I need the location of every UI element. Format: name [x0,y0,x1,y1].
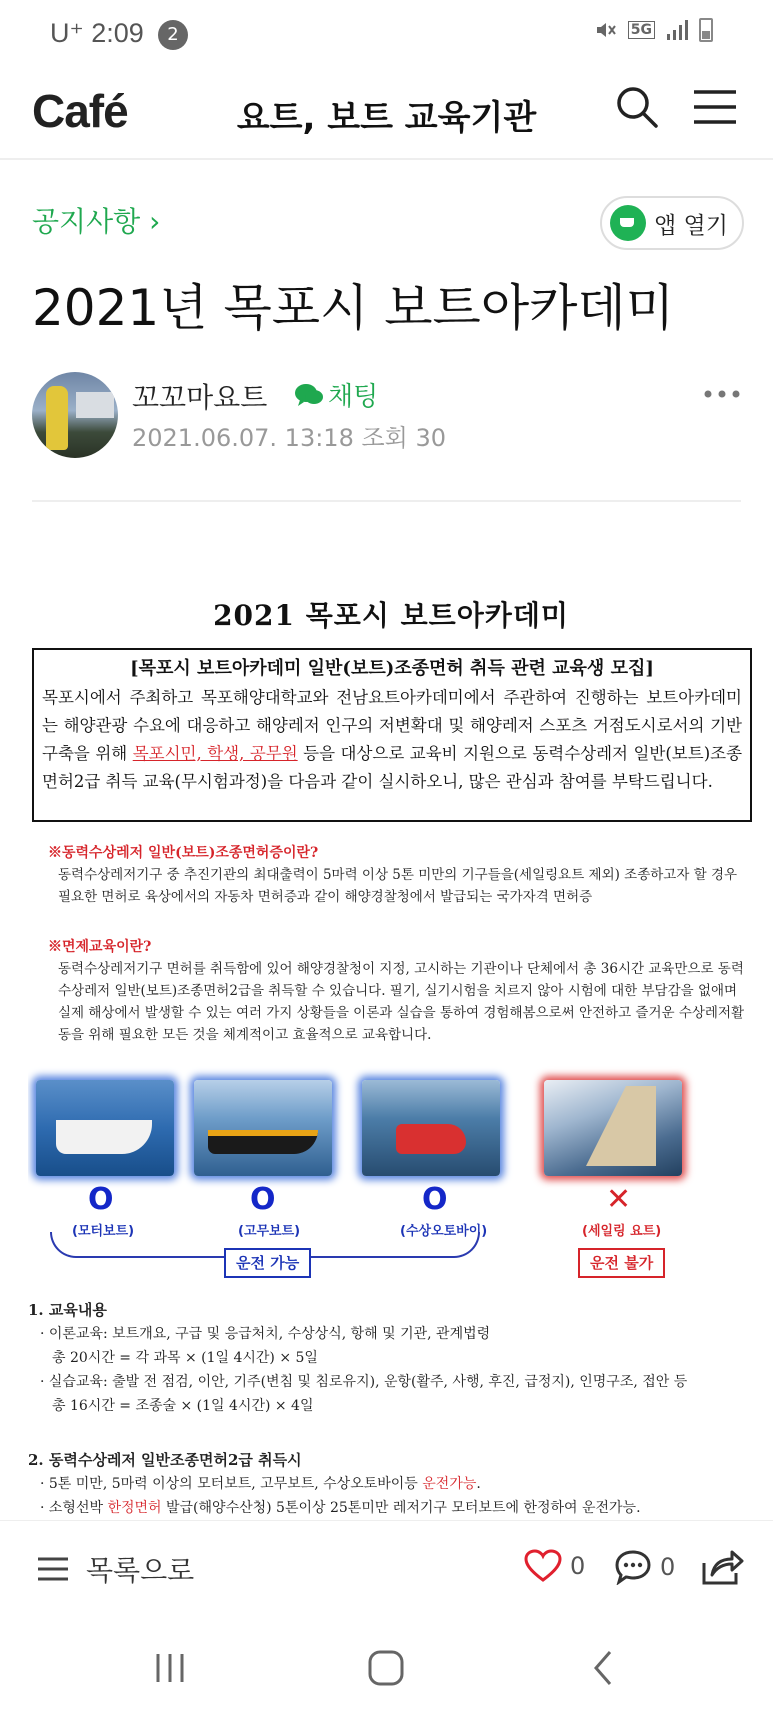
education-item: 총 20시간 = 각 과목 × (1일 4시간) × 5일 [52,1350,318,1366]
not-allowed-tag: 운전 불가 [578,1248,665,1278]
section-license-title: ※동력수상레저 일반(보트)조종면허증이란? [48,845,319,861]
more-options-icon[interactable] [702,386,742,402]
avatar-building [76,392,114,418]
like-count: 0 [570,1552,586,1580]
back-to-list-label: 목록으로 [86,1554,195,1587]
boat-caption: (수상오토바이) [400,1224,488,1239]
author-name[interactable]: 꼬꼬마요트 [132,381,268,414]
back-icon[interactable] [582,1646,626,1690]
chat-button[interactable] [294,376,378,413]
open-app-button[interactable] [600,196,744,250]
post-date: 2021.06.07. 13:18 [132,424,354,452]
comment-button[interactable] [614,1549,675,1585]
back-to-list-button[interactable] [36,1549,194,1589]
recent-apps-icon[interactable] [148,1646,192,1690]
signal-icon [665,18,689,42]
education-item: · 실습교육: 출발 전 점검, 이안, 기주(변침 및 침로유지), 운항(활주, 사행, 후진, 급정지), 인명구조, 접안 등 [40,1374,688,1390]
post-action-bar [0,1520,773,1616]
benefits-heading: 2. 동력수상레저 일반조종면허2급 취득시 [28,1451,302,1469]
heart-icon [524,1549,562,1583]
share-icon[interactable] [700,1547,744,1587]
status-bar [0,0,773,70]
status-carrier-time: U⁺ 2:09 [50,18,144,48]
education-item: 총 16시간 = 조종술 × (1일 4시간) × 4일 [52,1398,314,1414]
doc-title: 2021 목포시 보트아카데미 [213,599,569,632]
search-icon[interactable] [612,82,662,132]
cafe-cup-icon [610,205,646,241]
motorboat-photo [36,1080,174,1176]
notification-count-badge: 2 [158,20,188,50]
allowed-mark: O [250,1182,276,1217]
mute-icon [594,18,618,42]
section-exemption-title: ※면제교육이란? [48,939,152,955]
status-icons [594,18,713,42]
comment-icon [614,1549,652,1585]
doc-section-exemption [48,936,748,1046]
avatar-figure [46,386,68,450]
network-type-label: 5G [628,21,655,39]
divider [32,500,741,502]
post-document-image [28,580,754,1520]
chat-bubble-icon [294,382,324,408]
cafe-logo[interactable]: Café [32,85,128,137]
menu-icon[interactable] [690,82,740,132]
comment-count: 0 [660,1553,676,1581]
boat-caption: (고무보트) [238,1224,301,1239]
allowed-mark: O [88,1182,114,1217]
benefits-item: · 5톤 미만, 5마력 이상의 모터보트, 고무보트, 수상오토바이등 운전가능. [40,1476,481,1492]
doc-section-license-benefits [28,1448,754,1520]
doc-intro-box [32,648,752,822]
post-meta [132,418,446,453]
system-nav-bar [0,1616,773,1718]
post-views: 조회 30 [361,424,447,452]
list-icon [36,1554,70,1584]
home-icon[interactable] [364,1646,408,1690]
doc-box-text: 목포시에서 주최하고 목포해양대학교와 전남요트아카데미에서 주관하여 진행하는 보트아카데미는 해양관광 수요에 대응하고 해양레저 인구의 저변확대 및 해양레저 스포츠 거점도시로서의 기반구축을 위해 목포시민, 학생, 공무원 등을 대상으로 교육비 지원으로 동력수상레저 일반(보트)조종면허2급 취득 교육(무시험과정)을 다음과 같이 실시하오니, 많은 관심과 참여를 부탁드립니다. [42,688,743,791]
boat-caption: (모터보트) [72,1224,135,1239]
education-item: · 이론교육: 보트개요, 구급 및 응급처치, 수상상식, 항해 및 기관, 관계법령 [40,1326,491,1342]
doc-section-education [28,1298,754,1418]
allowed-mark: O [422,1182,448,1217]
rubber-boat-photo [194,1080,332,1176]
doc-box-heading: [목포시 보트아카데미 일반(보트)조종면허 취득 관련 교육생 모집] [130,658,654,679]
jetski-photo [362,1080,500,1176]
board-link[interactable]: 공지사항 › [32,205,161,238]
doc-section-license [48,842,748,908]
like-button[interactable] [524,1549,585,1583]
cafe-title[interactable]: 요트, 보트 교육기관 [236,98,537,138]
chat-label: 채팅 [328,382,379,412]
open-app-label: 앱 열기 [654,212,728,239]
education-heading: 1. 교육내용 [28,1301,107,1319]
allowed-tag: 운전 가능 [224,1248,311,1278]
sailing-yacht-photo [544,1080,682,1176]
benefits-item: · 소형선박 한정면허 발급(해양수산청) 5톤이상 25톤미만 레저기구 모터보트에 한정하여 운전가능. [40,1500,641,1516]
app-header [0,70,773,160]
boat-caption: (세일링 요트) [582,1224,662,1239]
section-exemption-body: 동력수상레저기구 면허를 취득함에 있어 해양경찰청이 지정, 고시하는 기관이나 단체에서 총 36시간 교육만으로 동력수상레저 일반(보트)조종면허2급을 취득할 수 있습니다. 필기, 실기시험을 치르지 않아 시험에 대한 부담감을 없애며 실제 해상에서 발생할 수 있는 여러 가지 상황들을 이론과 실습을 통하여 경험해봄으로써 안전하고 즐거운 수상레저활동을 위해 필요한 모든 것을 체계적이고 효율적으로 교육합니다. [58,961,745,1043]
author-avatar[interactable] [32,372,118,458]
not-allowed-mark: ✕ [606,1182,632,1217]
post-title: 2021년 목포시 보트아카데미 [32,279,675,337]
section-license-body: 동력수상레저기구 중 추진기관의 최대출력이 5마력 이상 5톤 미만의 기구들을(세일링요트 제외) 조종하고자 할 경우 필요한 면허로 육상에서의 자동차 면허증과 같이 해양경찰청에서 발급되는 국가자격 면허증 [58,867,738,905]
battery-icon [699,18,713,42]
